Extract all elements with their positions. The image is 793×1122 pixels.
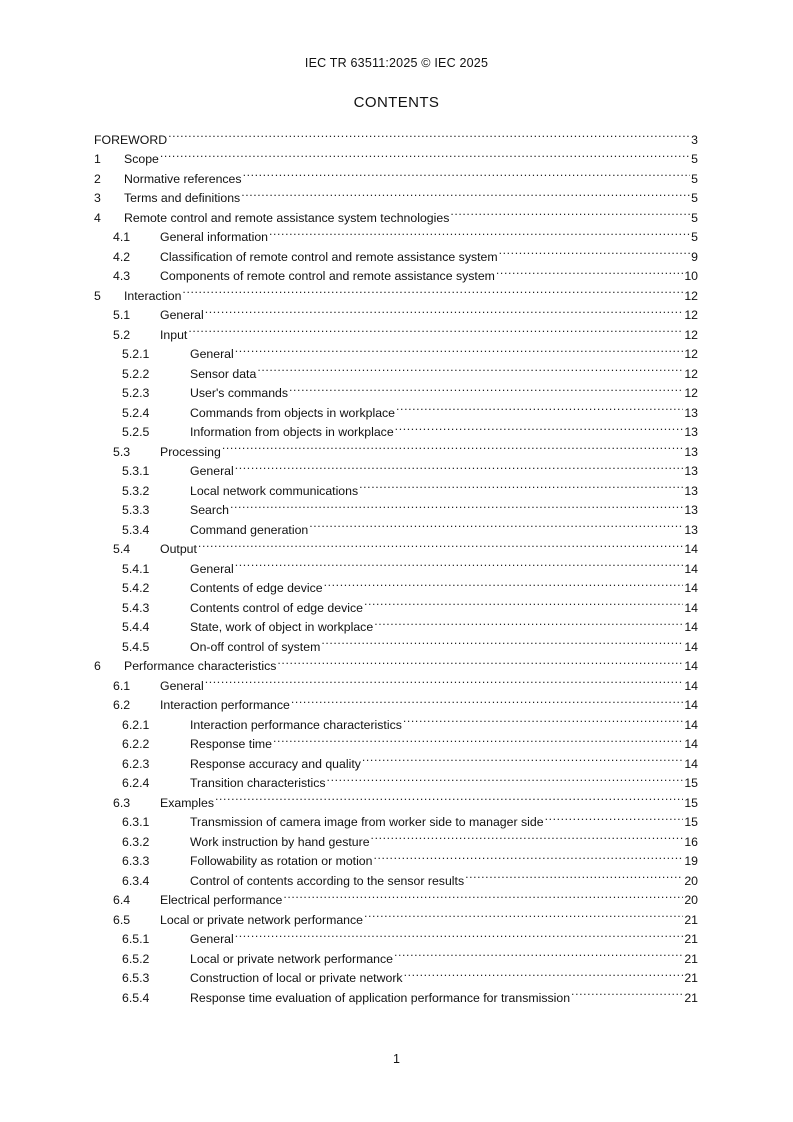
dot-leader [160,144,690,164]
toc-entry-page: 13 [684,483,698,498]
toc-entry-page: 21 [684,951,698,966]
toc-entry-page: 14 [684,600,698,615]
toc-entry-page: 5 [691,152,698,166]
toc-entry[interactable] [94,300,698,320]
toc-entry-title: Control of contents according to the sensor results [190,873,465,888]
toc-entry-page: 15 [684,795,698,810]
dot-leader [395,417,684,437]
toc-entry-number: 5.3.2 [122,483,150,498]
toc-entry-number: 6.3.3 [122,854,150,868]
toc-entry-number: 5.3.3 [122,503,150,517]
toc-entry-page: 14 [684,698,698,712]
toc-entry-title: Interaction performance characteristics [190,717,402,732]
toc-entry-number: 6.4 [113,893,131,907]
toc-entry[interactable] [94,280,698,303]
toc-entry-page: 21 [684,990,698,1005]
toc-entry-title: Transmission of camera image from worker side to manager side [190,815,544,829]
dot-leader [235,456,684,476]
dot-leader [277,651,683,671]
toc-entry-title: Interaction performance [160,698,290,712]
toc-entry[interactable] [94,163,698,186]
toc-entry-page: 12 [684,347,698,361]
toc-entry-page: 10 [684,269,698,283]
toc-entry-number: 5.4 [113,542,131,556]
toc-entry-page: 9 [691,249,698,264]
dot-leader [571,982,683,1002]
toc-entry-number: 6.2.1 [122,717,150,732]
toc-entry-page: 15 [684,776,698,790]
toc-entry-title: Followability as rotation or motion [190,854,373,868]
dot-leader [188,319,683,339]
toc-entry-number: 6.2.3 [122,756,150,771]
toc-entry-page: 5 [691,171,698,186]
dot-leader [198,534,683,554]
toc-entry-number: 1 [94,152,101,166]
dot-leader [257,358,683,378]
toc-entry-title: Processing [160,444,221,459]
dot-leader [230,495,683,515]
toc-entry-number: 6.3.1 [122,815,150,829]
toc-entry-number: 5.3 [113,444,131,459]
dot-leader [499,241,690,261]
toc-entry-number: 4.3 [113,269,131,283]
toc-entry-number: 5.4.5 [122,639,150,654]
toc-entry-number: 6.5.2 [122,951,150,966]
toc-entry-number: 5.3.4 [122,522,150,537]
dot-leader [364,592,683,612]
toc-entry-title: Search [190,503,229,517]
toc-entry-title: Local or private network performance [160,912,363,927]
toc-entry-title: Response accuracy and quality [190,756,361,771]
toc-entry-title: General [190,347,234,361]
dot-leader [205,300,684,320]
toc-entry-page: 14 [684,678,698,693]
toc-entry-number: 6.5.4 [122,990,150,1005]
dot-leader [222,436,683,456]
toc-entry-title: Remote control and remote assistance system technologies [124,210,450,225]
toc-entry-title: Normative references [124,171,242,186]
toc-entry-number: 5.1 [113,308,131,322]
toc-entry-page: 5 [691,230,698,244]
toc-entry-title: Construction of local or private network [190,971,403,985]
toc-entry-title: Response time evaluation of application performance for transmission [190,990,571,1005]
dot-leader [241,183,690,203]
toc-entry-title: Examples [160,795,214,810]
toc-entry-title: Electrical performance [160,893,283,907]
page-number: 1 [393,1052,400,1066]
toc-entry-page: 12 [684,366,698,381]
toc-entry-page: 14 [684,561,698,576]
toc-entry-title: Response time [190,737,273,751]
toc-entry-title: General [160,308,204,322]
dot-leader [182,280,683,300]
toc-entry-number: 6.3 [113,795,131,810]
dot-leader [205,670,684,690]
toc-entry-number: 5.4.1 [122,561,150,576]
toc-entry-number: 4.1 [113,230,131,244]
toc-entry-title: Output [160,542,197,556]
dot-leader [269,222,690,242]
toc-entry-page: 12 [684,327,698,342]
toc-entry-title: Work instruction by hand gesture [190,834,370,849]
toc-entry-title: Scope [124,152,159,166]
dot-leader [465,865,683,885]
toc-entry-page: 14 [684,717,698,732]
toc-entry-title: Sensor data [190,366,257,381]
toc-entry-number: 6.2.4 [122,776,150,790]
dot-leader [394,943,683,963]
document-header: IEC TR 63511:2025 © IEC 2025 [304,56,489,70]
dot-leader [396,397,683,417]
toc-entry-title: On-off control of system [190,639,321,654]
toc-entry-number: 5.2.1 [122,347,150,361]
dot-leader [273,729,683,749]
contents-title: CONTENTS [353,94,440,111]
toc-entry-title: General [190,932,234,946]
toc-entry[interactable] [94,144,698,164]
toc-entry-page: 20 [684,893,698,907]
dot-leader [373,846,683,866]
toc-entry-page: 13 [684,522,698,537]
toc-entry-title: Command generation [190,522,309,537]
dot-leader [327,768,684,788]
dot-leader [283,885,683,905]
dot-leader [374,612,683,632]
dot-leader [496,261,683,281]
toc-entry-number: 6.5 [113,912,131,927]
toc-entry-number: 5.2.4 [122,405,150,420]
dot-leader [404,963,684,983]
toc-entry-page: 19 [684,854,698,868]
toc-entry-page: 16 [684,834,698,849]
toc-entry-title: User's commands [190,386,289,400]
toc-entry-page: 5 [691,210,698,225]
dot-leader [403,709,683,729]
dot-leader [289,378,683,398]
toc-entry-title: Commands from objects in workplace [190,405,396,420]
toc-entry-title: Local or private network performance [190,951,393,966]
toc-entry-page: 12 [684,288,698,303]
toc-entry-number: 4.2 [113,249,131,264]
toc-entry-title: Performance characteristics [124,659,277,673]
toc-entry-page: 14 [684,581,698,595]
toc-entry-number: 6.3.4 [122,873,150,888]
toc-entry-number: 5.2 [113,327,131,342]
dot-leader [309,514,683,534]
toc-entry-page: 14 [684,620,698,634]
toc-entry-number: 5.3.1 [122,464,150,478]
toc-entry-page: 21 [684,971,698,985]
toc-entry-title: Local network communications [190,483,359,498]
toc-entry-number: 6.5.1 [122,932,150,946]
dot-leader [243,163,690,183]
toc-entry-page: 14 [684,756,698,771]
toc-entry-page: 13 [684,405,698,420]
toc-entry-page: 13 [684,425,698,439]
toc-entry-title: Transition characteristics [190,776,326,790]
dot-leader [291,690,683,710]
toc-entry-page: 13 [684,464,698,478]
toc-entry-title: General [160,678,204,693]
toc-entry-title: Information from objects in workplace [190,425,394,439]
toc-entry-title: Terms and definitions [124,191,241,205]
dot-leader [235,553,684,573]
toc-entry-title: Interaction [124,288,182,303]
dot-leader [371,826,684,846]
toc-entry-page: 14 [684,737,698,751]
toc-entry-page: 21 [684,932,698,946]
toc-entry-number: 5.4.2 [122,581,150,595]
toc-entry-title: FOREWORD [94,132,168,147]
dot-leader [450,202,690,222]
toc-entry-title: General information [160,230,268,244]
toc-entry-page: 14 [684,542,698,556]
dot-leader [324,573,684,593]
toc-entry-page: 13 [684,444,698,459]
dot-leader [364,904,683,924]
toc-entry-number: 6.1 [113,678,131,693]
dot-leader [321,631,683,651]
toc-entry-title: Input [160,327,188,342]
toc-entry-number: 3 [94,191,101,205]
toc-entry-number: 5.4.4 [122,620,150,634]
toc-entry-title: Contents of edge device [190,581,323,595]
toc-entry-page: 15 [684,815,698,829]
toc-entry-number: 6 [94,659,101,673]
dot-leader [359,475,683,495]
toc-entry-page: 12 [684,386,698,400]
toc-entry-title: State, work of object in workplace [190,620,374,634]
toc-entry-page: 5 [691,191,698,205]
toc-entry-number: 5.2.2 [122,366,150,381]
toc-entry-number: 5.4.3 [122,600,150,615]
dot-leader [235,924,684,944]
toc-entry-title: General [190,464,234,478]
toc-entry-page: 21 [684,912,698,927]
table-of-contents [94,124,698,1005]
toc-entry-title: General [190,561,234,576]
dot-leader [168,124,690,144]
toc-entry-title: Classification of remote control and remote assistance system [160,249,498,264]
toc-entry-title: Contents control of edge device [190,600,363,615]
toc-entry[interactable] [94,124,698,147]
toc-entry-number: 2 [94,171,101,186]
toc-entry-number: 5.2.5 [122,425,150,439]
toc-entry-number: 5.2.3 [122,386,150,400]
toc-entry-page: 14 [684,639,698,654]
toc-entry-page: 3 [691,132,698,147]
toc-entry-number: 6.3.2 [122,834,150,849]
toc-entry-page: 14 [684,659,698,673]
toc-entry-page: 13 [684,503,698,517]
toc-entry-title: Components of remote control and remote assistance system [160,269,495,283]
toc-entry-number: 5 [94,288,101,303]
dot-leader [362,748,683,768]
dot-leader [235,339,684,359]
toc-entry-number: 6.2 [113,698,131,712]
toc-entry-number: 4 [94,210,101,225]
toc-entry-number: 6.2.2 [122,737,150,751]
dot-leader [215,787,683,807]
toc-entry-page: 20 [684,873,698,888]
toc-entry-page: 12 [684,308,698,322]
toc-entry-number: 6.5.3 [122,971,150,985]
dot-leader [545,807,684,827]
